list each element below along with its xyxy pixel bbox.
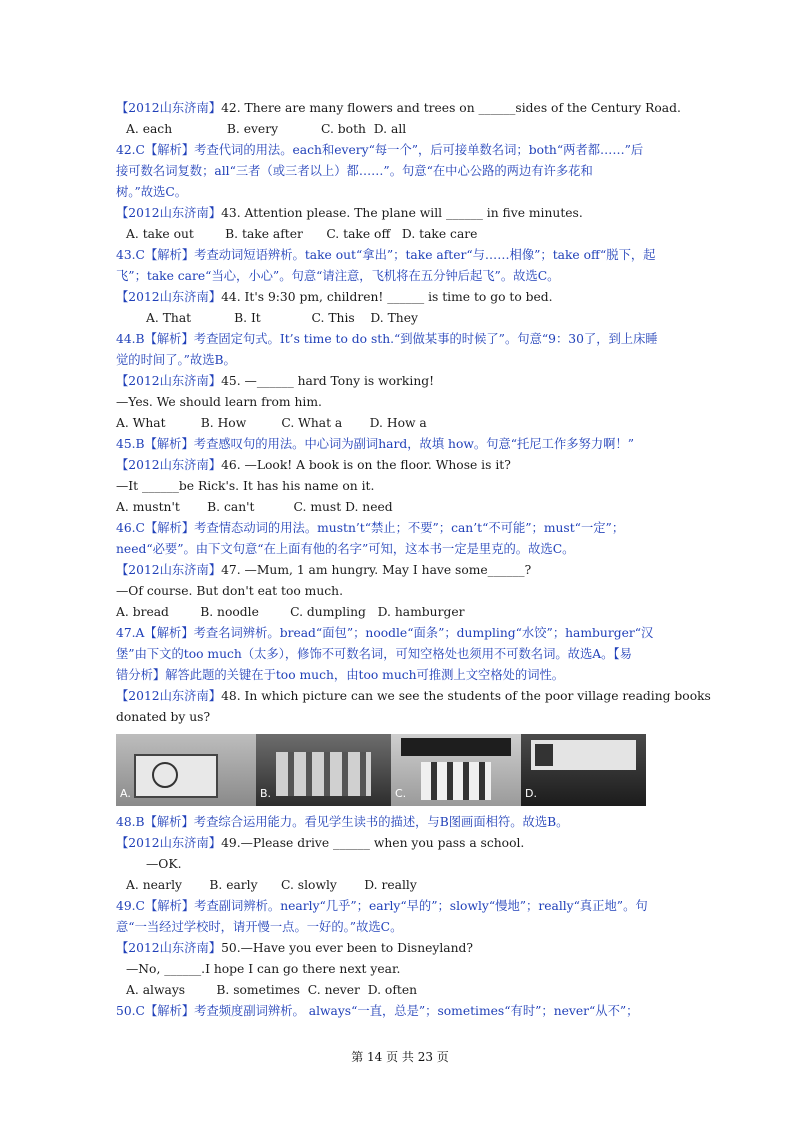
analysis-47-line1: 47.A【解析】考查名词辨析。bread“面包”；noodle“面条”；dumpling“水饺”；hamburger“汉 xyxy=(116,626,654,640)
post-logo-icon xyxy=(535,744,553,766)
source-tag: 【2012山东济南】 xyxy=(116,374,222,388)
question-48-cont: donated by us? xyxy=(116,710,211,724)
picture-b: B. xyxy=(256,734,391,806)
analysis-48-line1: 48.B【解析】考查综合运用能力。看见学生读书的描述，与B图画面相符。故选B。 xyxy=(116,815,569,829)
analysis-42-line2: 接可数名词复数；all“三者（或三者以上）都……”。句意“在中心公路的两边有许多花和 xyxy=(116,164,593,178)
analysis-50-line1: 50.C【解析】考查频度副词辨析。 always“一直，总是”；sometimes“有时”；never“从不”； xyxy=(116,1004,639,1018)
options-47: A. bread B. noodle C. dumpling D. hamburger xyxy=(116,605,465,619)
question-47: 【2012山东济南】47. —Mum, 1 am hungry. May I have some______? xyxy=(116,563,532,577)
analysis-49-line2: 意“一当经过学校时，请开慢一点。一好的。”故选C。 xyxy=(116,920,403,934)
analysis-42-line1: 42.C【解析】考查代词的用法。each和every“每一个”，后可接单数名词；both“两者都……”后 xyxy=(116,143,644,157)
people-shape xyxy=(421,762,491,800)
students-shape xyxy=(276,752,371,796)
question-49: 【2012山东济南】49.—Please drive ______ when you pass a school. xyxy=(116,836,525,850)
options-42: A. each B. every C. both D. all xyxy=(126,122,407,136)
analysis-46-line1: 46.C【解析】考查情态动词的用法。mustn’t“禁止；不要”；can’t“不可能”；must“一定”； xyxy=(116,521,625,535)
question-44: 【2012山东济南】44. It's 9:30 pm, children! ______ is time to go to bed. xyxy=(116,290,553,304)
options-44: A. That B. It C. This D. They xyxy=(146,311,418,325)
question-50: 【2012山东济南】50.—Have you ever been to Disneyland? xyxy=(116,941,473,955)
question-48: 【2012山东济南】48. In which picture can we see the students of the poor village reading books xyxy=(116,689,711,703)
question-47-reply: —Of course. But don't eat too much. xyxy=(116,584,343,598)
analysis-44-line2: 觉的时间了。”故选B。 xyxy=(116,353,236,367)
analysis-46-line2: need“必要”。由下文句意“在上面有他的名字”可知，这本书一定是里克的。故选C。 xyxy=(116,542,575,556)
question-50-reply: —No, ______.I hope I can go there next year. xyxy=(126,962,401,976)
question-42: 【2012山东济南】42. There are many flowers and trees on ______sides of the Century Road. xyxy=(116,101,681,115)
options-50: A. always B. sometimes C. never D. often xyxy=(126,983,418,997)
source-tag: 【2012山东济南】 xyxy=(116,689,222,703)
analysis-47-line3: 错分析】解答此题的关键在于too much，由too much可推测上文空格处的词性。 xyxy=(116,668,565,682)
analysis-45-line1: 45.B【解析】考查感叹句的用法。中心词为副词hard，故填 how。句意“托尼工作多努力啊！” xyxy=(116,437,635,451)
source-tag: 【2012山东济南】 xyxy=(116,290,222,304)
question-45: 【2012山东济南】45. —______ hard Tony is working! xyxy=(116,374,435,388)
options-43: A. take out B. take after C. take off D. take care xyxy=(126,227,478,241)
analysis-47-line2: 堡”由下文的too much（太多），修饰不可数名词，可知空格处也须用不可数名词。故选A。【易 xyxy=(116,647,632,661)
options-49: A. nearly B. early C. slowly D. really xyxy=(126,878,417,892)
page-footer: 第 14 页 共 23 页 xyxy=(351,1050,449,1064)
analysis-43-line1: 43.C【解析】考查动词短语辨析。take out“拿出”；take after“与……相像”；take off“脱下，起 xyxy=(116,248,656,262)
analysis-44-line1: 44.B【解析】考查固定句式。It’s time to do sth.“到做某事的时候了”。句意“9：30了，到上床睡 xyxy=(116,332,658,346)
source-tag: 【2012山东济南】 xyxy=(116,458,222,472)
source-tag: 【2012山东济南】 xyxy=(116,941,222,955)
question-45-reply: —Yes. We should learn from him. xyxy=(116,395,322,409)
source-tag: 【2012山东济南】 xyxy=(116,563,222,577)
analysis-43-line2: 飞”；take care“当心，小心”。句意“请注意，飞机将在五分钟后起飞”。故选C。 xyxy=(116,269,560,283)
picture-strip xyxy=(116,734,646,806)
source-tag: 【2012山东济南】 xyxy=(116,836,222,850)
picture-d: D. xyxy=(521,734,646,806)
question-49-reply: —OK. xyxy=(146,857,182,871)
analysis-42-line3: 树。”故选C。 xyxy=(116,185,188,199)
question-46-reply: —It ______be Rick's. It has his name on it. xyxy=(116,479,375,493)
source-tag: 【2012山东济南】 xyxy=(116,206,222,220)
analysis-49-line1: 49.C【解析】考查副词辨析。nearly“几乎”；early“早的”；slowly“慢地”；really“真正地”。句 xyxy=(116,899,648,913)
source-tag: 【2012山东济南】 xyxy=(116,101,222,115)
emblem-icon xyxy=(152,762,178,788)
picture-a: A. xyxy=(116,734,256,806)
bank-sign-shape xyxy=(401,738,511,756)
options-46: A. mustn't B. can't C. must D. need xyxy=(116,500,393,514)
options-45: A. What B. How C. What a D. How a xyxy=(116,416,427,430)
picture-c: C. xyxy=(391,734,521,806)
question-46: 【2012山东济南】46. —Look! A book is on the floor. Whose is it? xyxy=(116,458,511,472)
document-body xyxy=(116,98,711,1022)
question-43: 【2012山东济南】43. Attention please. The plane will ______ in five minutes. xyxy=(116,206,583,220)
